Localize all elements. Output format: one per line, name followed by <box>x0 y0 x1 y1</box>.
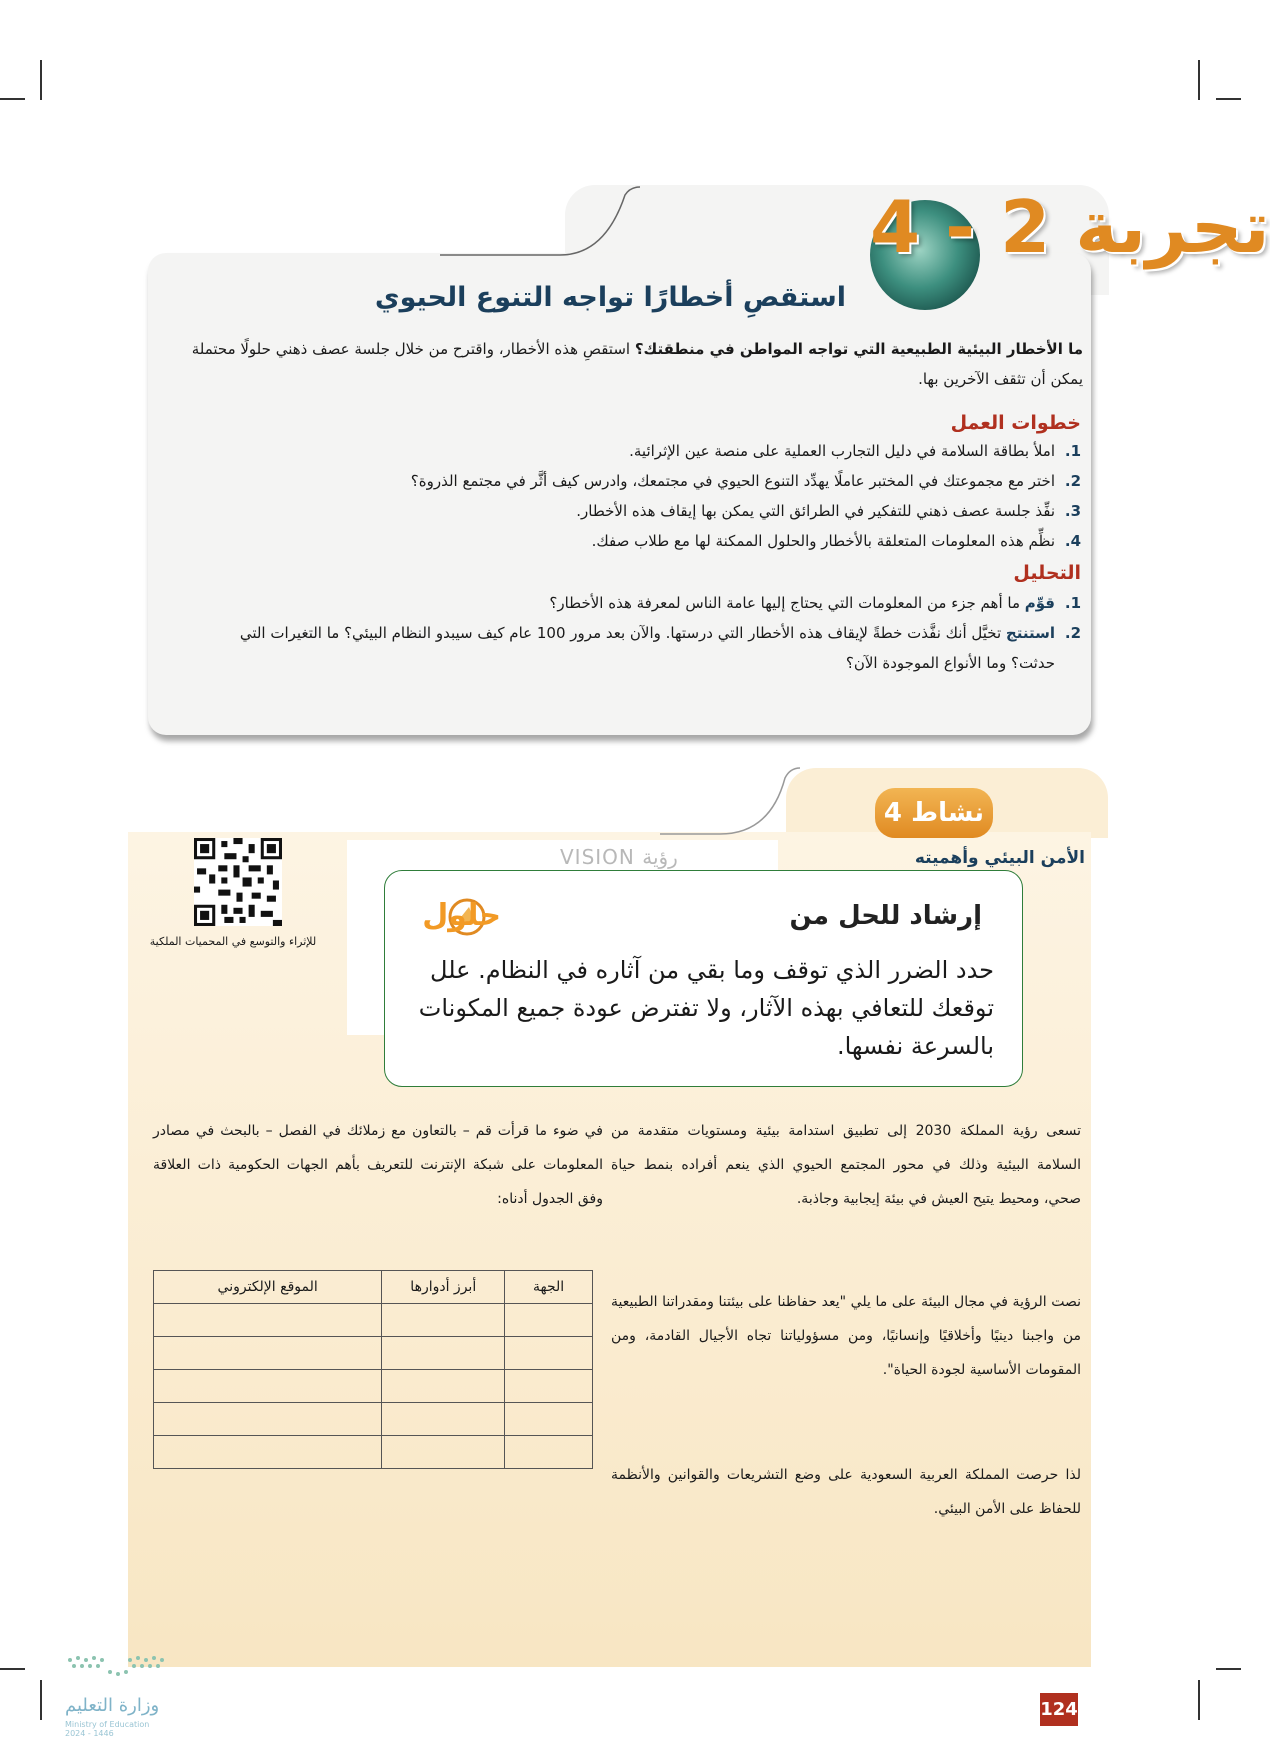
crop-mark <box>40 60 42 100</box>
activity-badge: نشاط 4 <box>875 788 993 838</box>
qr-code-icon <box>193 838 283 926</box>
table-row <box>154 1436 593 1469</box>
table-cell[interactable] <box>505 1337 593 1370</box>
hulul-logo <box>422 891 613 939</box>
vision-logo-text: VISION رؤية <box>560 845 678 869</box>
crop-mark <box>0 98 25 100</box>
step-number: 1. <box>1064 442 1081 460</box>
hulul-logo-text: حلول <box>422 898 501 933</box>
list-item <box>201 588 1081 618</box>
agencies-table <box>153 1270 593 1469</box>
table-row <box>154 1403 593 1436</box>
crop-mark <box>40 1680 42 1720</box>
list-item <box>201 466 1081 496</box>
list-item <box>201 496 1081 526</box>
table-cell[interactable] <box>382 1370 505 1403</box>
table-row <box>154 1337 593 1370</box>
hint-box <box>384 870 1023 1087</box>
analysis-heading: التحليل <box>1013 562 1081 584</box>
hint-title-text: إرشاد للحل من <box>789 901 982 931</box>
table-header: الموقع الإلكتروني <box>154 1271 382 1304</box>
intro-question: ما الأخطار البيئية الطبيعية التي تواجه المواطن في منطقتك؟ <box>634 340 1083 358</box>
activity-instruction: في ضوء ما قرأت قم – بالتعاون مع زملائك في الفصل – بالبحث في مصادر المعلومات على شبكة الإنترنت للتعريف بأهم الجهات الحكومية ذات العلاقة وفق الجدول أدناه: <box>153 1123 603 1207</box>
crop-mark <box>1216 98 1241 100</box>
ministry-year: 2024 - 1446 <box>65 1729 114 1738</box>
step-text: نظِّم هذه المعلومات المتعلقة بالأخطار والحلول الممكنة لها مع طلاب صفك. <box>591 532 1055 550</box>
analysis-number: 2. <box>1064 624 1081 642</box>
table-cell[interactable] <box>154 1370 382 1403</box>
hint-title <box>790 901 982 931</box>
table-cell[interactable] <box>382 1403 505 1436</box>
table-header: الجهة <box>505 1271 593 1304</box>
steps-heading: خطوات العمل <box>950 412 1081 434</box>
experiment-title: استقصِ أخطارًا تواجه التنوع الحيوي <box>374 282 846 313</box>
experiment-tab-curve <box>440 185 640 257</box>
table-cell[interactable] <box>505 1436 593 1469</box>
analysis-text: تخيَّل أنك نفَّذت خطةً لإيقاف هذه الأخطار التي درستها. والآن بعد مرور 100 عام كيف سيبدو النظام البيئي؟ ما التغيرات التي حدثت؟ وما الأنواع الموجودة الآن؟ <box>239 624 1055 672</box>
step-text: نفِّذ جلسة عصف ذهني للتفكير في الطرائق التي يمكن بها إيقاف هذه الأخطار. <box>576 502 1055 520</box>
step-number: 4. <box>1064 532 1081 550</box>
analysis-text: ما أهم جزء من المعلومات التي يحتاج إليها عامة الناس لمعرفة هذه الأخطار؟ <box>549 594 1025 612</box>
table-header-row <box>154 1271 593 1304</box>
table-cell[interactable] <box>154 1403 382 1436</box>
table-cell[interactable] <box>382 1304 505 1337</box>
crop-mark <box>0 1668 25 1670</box>
list-item <box>201 618 1081 678</box>
table-cell[interactable] <box>382 1337 505 1370</box>
step-number: 2. <box>1064 472 1081 490</box>
activity-paragraph: تسعى رؤية المملكة 2030 إلى تطبيق استدامة بيئية ومستويات متقدمة من السلامة البيئية وذلك في محور المجتمع الحيوي الذي ينعم أفراده بنمط حياة صحي، ومحيط يتيح العيش في بيئة إيجابية وجاذبة. <box>611 1123 1081 1207</box>
table-cell[interactable] <box>154 1436 382 1469</box>
step-text: املأ بطاقة السلامة في دليل التجارب العملية على منصة عين الإثرائية. <box>629 442 1055 460</box>
table-cell[interactable] <box>505 1403 593 1436</box>
table-cell[interactable] <box>505 1304 593 1337</box>
crop-mark <box>1216 1668 1241 1670</box>
ministry-subtitle <box>65 1720 149 1738</box>
ministry-name: وزارة التعليم <box>65 1695 160 1716</box>
crop-mark <box>1198 1680 1200 1720</box>
activity-paragraph: نصت الرؤية في مجال البيئة على ما يلي "يعد حفاظنا على بيئتنا ومقدراتنا الطبيعية من واجبنا دينيًا وأخلاقيًا وإنسانيًا، ومن مسؤولياتنا تجاه الأجيال القادمة، ومن المقومات الأساسية لجودة الحياة". <box>611 1294 1081 1378</box>
table-header: أبرز أدوارها <box>382 1271 505 1304</box>
table-cell[interactable] <box>505 1370 593 1403</box>
ministry-en: Ministry of Education <box>65 1720 150 1729</box>
activity-title: الأمن البيئي وأهميته <box>914 848 1085 868</box>
table-cell[interactable] <box>154 1304 382 1337</box>
crop-mark <box>1198 60 1200 100</box>
analysis-list <box>201 588 1081 678</box>
table-row <box>154 1304 593 1337</box>
list-item <box>201 436 1081 466</box>
table-row <box>154 1370 593 1403</box>
table-cell[interactable] <box>382 1436 505 1469</box>
analysis-number: 1. <box>1064 594 1081 612</box>
experiment-intro <box>188 334 1083 394</box>
experiment-badge: تجربة 2 - 4 <box>870 185 1270 269</box>
intro-rest: استقصِ هذه الأخطار، واقترح من خلال جلسة عصف ذهني حلولًا محتملة يمكن أن تثقف الآخرين بها. <box>191 340 1083 388</box>
analysis-keyword: قوِّم <box>1024 594 1055 612</box>
step-text: اختر مع مجموعتك في المختبر عاملًا يهدِّد التنوع الحيوي في مجتمعك، وادرس كيف أثَّر في مجتمع الذروة؟ <box>410 472 1055 490</box>
step-number: 3. <box>1064 502 1081 520</box>
activity-paragraph: لذا حرصت المملكة العربية السعودية على وضع التشريعات والقوانين والأنظمة للحفاظ على الأمن البيئي. <box>611 1467 1081 1517</box>
activity-tab-curve <box>660 766 800 836</box>
qr-caption: للإثراء والتوسع في المحميات الملكية <box>149 935 317 948</box>
steps-list <box>201 436 1081 556</box>
page-number: 124 <box>1040 1693 1078 1726</box>
table-cell[interactable] <box>154 1337 382 1370</box>
list-item <box>201 526 1081 556</box>
hint-body: حدد الضرر الذي توقف وما بقي من آثاره في النظام. علل توقعك للتعافي بهذه الآثار، ولا تفترض عودة جميع المكونات بالسرعة نفسها. <box>418 956 994 1060</box>
analysis-keyword: استنتج <box>1005 624 1055 642</box>
